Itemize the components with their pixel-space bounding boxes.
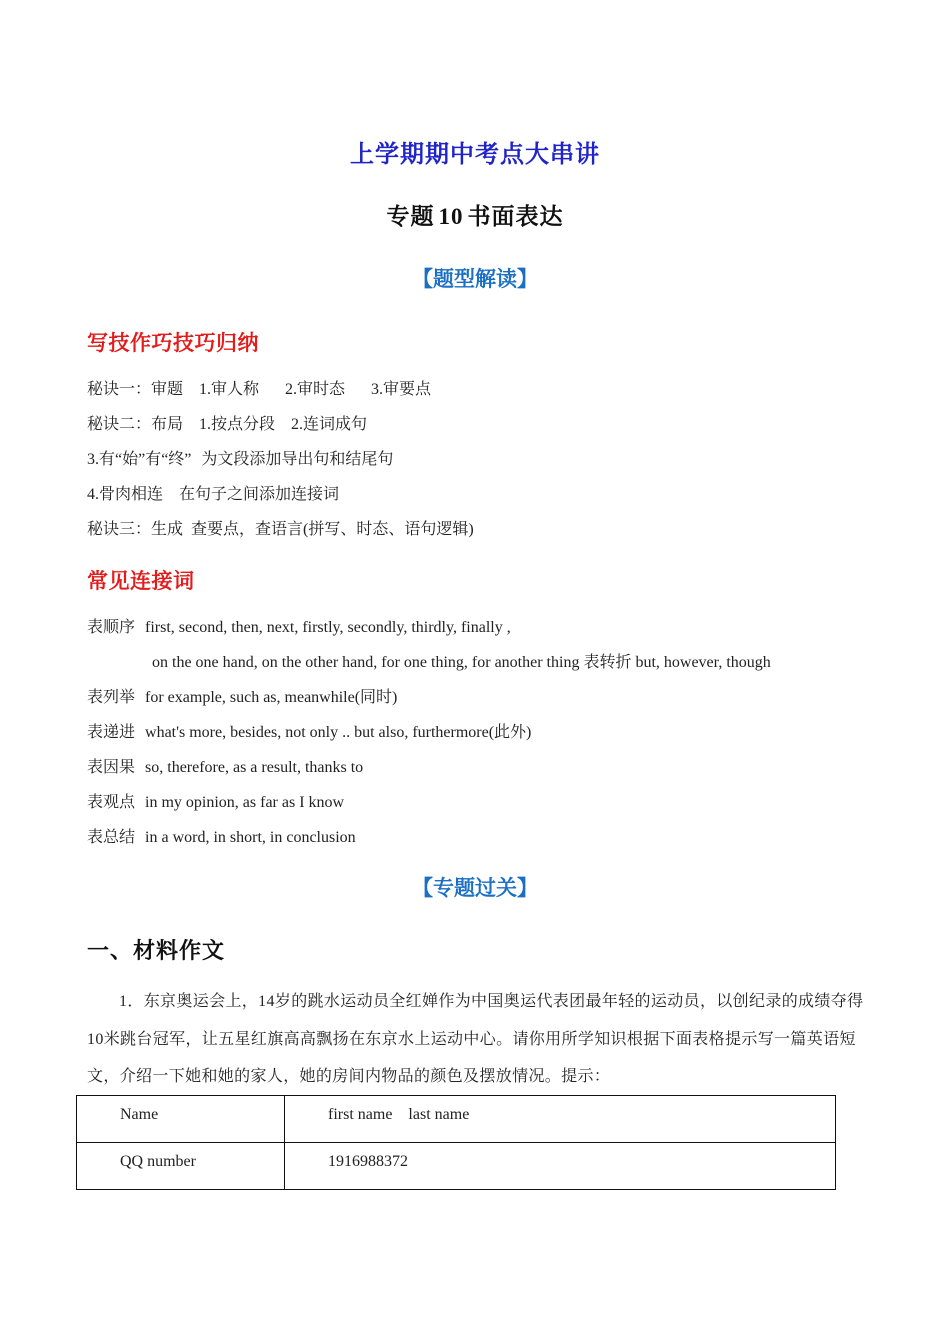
tip-line-1 (87, 380, 431, 400)
connective-text: in my opinion, as far as I know (145, 794, 345, 811)
table-cell-label-text: Name (120, 1106, 159, 1123)
connective-text: in a word, in short, in conclusion (145, 829, 356, 846)
connective-text: first, second, then, next, firstly, secondly, thirdly, finally , (145, 619, 511, 636)
connective-row (87, 793, 344, 813)
tip-line-2-a: 秘诀二：布局 (87, 416, 184, 433)
table-cell-value-text: 1916988372 (328, 1153, 408, 1170)
subtitle-number: 10 (438, 204, 464, 229)
section-tag-analysis: 【题型解读】 (412, 267, 538, 291)
connective-row (87, 688, 397, 708)
connectives-heading: 常见连接词 (87, 569, 195, 593)
table-cell-label (77, 1143, 285, 1190)
connective-row (152, 653, 771, 673)
tip-line-5 (87, 520, 474, 540)
connective-label: 表总结 (87, 829, 136, 846)
tip-line-1-d: 3.审要点 (371, 381, 432, 398)
connective-label: 表观点 (87, 794, 136, 811)
tip-line-3 (87, 450, 393, 470)
connective-label: 表列举 (87, 689, 136, 706)
tip-line-2-c: 2.连词成句 (291, 416, 368, 433)
page-subtitle (0, 198, 950, 231)
connective-text: so, therefore, as a result, thanks to (145, 759, 364, 776)
table-row (77, 1096, 836, 1143)
connective-row (87, 618, 511, 638)
connective-row (87, 828, 356, 848)
tip-line-4-a: 4.骨肉相连 (87, 486, 164, 503)
connective-text: for example, such as, meanwhile(同时) (145, 689, 398, 706)
tip-line-2-b: 1.按点分段 (199, 416, 276, 433)
tip-line-4 (87, 485, 339, 505)
tip-line-4-b: 在句子之间添加连接词 (179, 486, 340, 503)
table-cell-value-text: first name last name (328, 1106, 470, 1123)
tip-line-5-a: 秘诀三：生成 (87, 521, 184, 538)
page-title: 上学期期中考点大串讲 (350, 142, 600, 168)
connective-row (87, 723, 531, 743)
table-cell-value (285, 1143, 836, 1190)
connective-text: what's more, besides, not only .. but also, furthermore(此外) (145, 724, 532, 741)
tip-line-1-a: 秘诀一：审题 (87, 381, 184, 398)
question-paragraph: 1．东京奥运会上，14岁的跳水运动员全红婵作为中国奥运代表团最年轻的运动员，以创纪录的成绩夺得10米跳台冠军，让五星红旗高高飘扬在东京水上运动中心。请你用所学知识根据下面表格提示写一篇英语短文，介绍一下她和她的家人，她的房间内物品的颜色及摆放情况。提示： (87, 993, 864, 1086)
material-writing-heading: 一、材料作文 (87, 938, 226, 963)
tip-line-1-c: 2.审时态 (285, 381, 346, 398)
table-cell-label-text: QQ number (120, 1153, 196, 1170)
tips-heading: 写技作巧技巧归纳 (87, 331, 259, 355)
hint-table (76, 1095, 836, 1190)
table-cell-value (285, 1096, 836, 1143)
tip-line-1-b: 1.审人称 (199, 381, 260, 398)
tip-line-3-a: 3.有“始”有“终” (87, 451, 192, 468)
table-cell-label (77, 1096, 285, 1143)
tip-line-3-b: 为文段添加导出句和结尾句 (201, 451, 394, 468)
subtitle-suffix: 书面表达 (467, 204, 564, 229)
tip-line-5-b: 查要点，查语言(拼写、时态、语句逻辑) (191, 521, 474, 538)
tip-line-2 (87, 415, 367, 435)
connective-row (87, 758, 363, 778)
subtitle-prefix: 专题 (386, 204, 435, 229)
connective-label: 表递进 (87, 724, 136, 741)
connective-label: 表因果 (87, 759, 136, 776)
connective-label: 表顺序 (87, 619, 136, 636)
table-row (77, 1143, 836, 1190)
connective-text: on the one hand, on the other hand, for one thing, for another thing 表转折 but, however, though (152, 654, 771, 671)
section-tag-practice: 【专题过关】 (412, 876, 538, 900)
